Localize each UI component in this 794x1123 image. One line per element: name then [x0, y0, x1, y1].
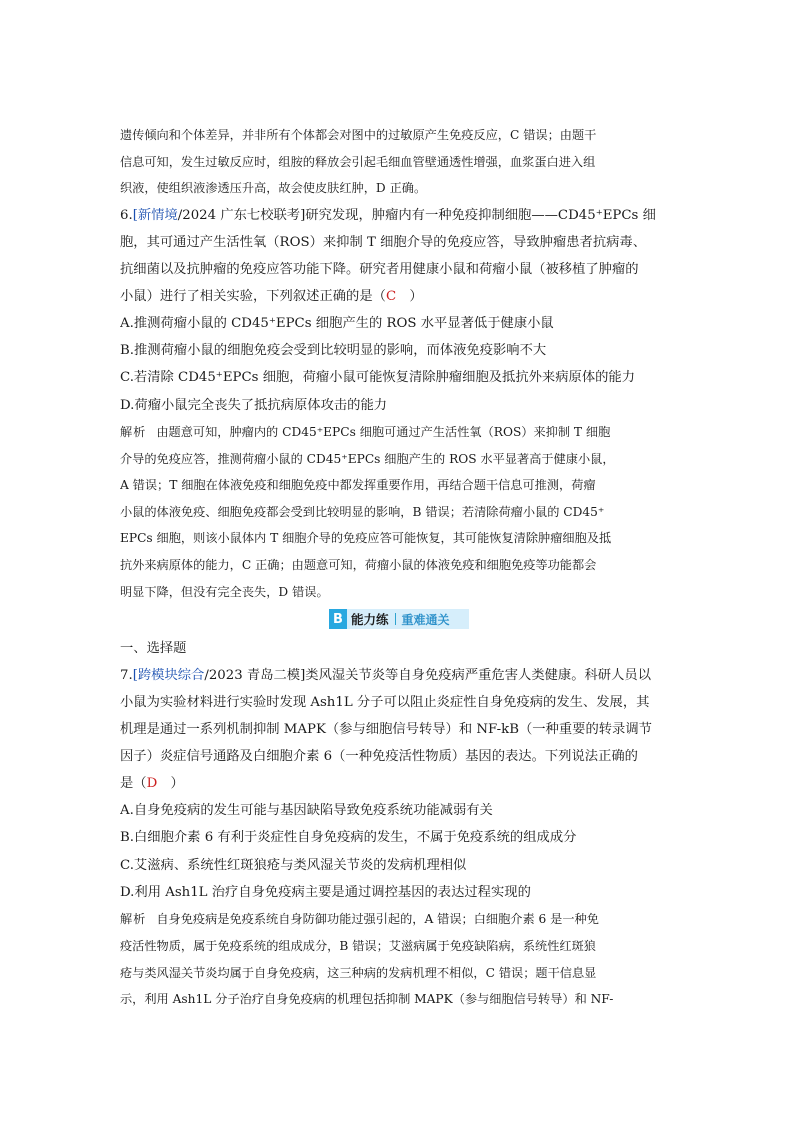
question-stem-line: 6.[新情境/2024 广东七校联考]研究发现，肿瘤内有一种免疫抑制细胞——CD45⁺EPCs 细 [120, 207, 656, 223]
option-b: B.推测荷瘤小鼠的细胞免疫会受到比较明显的影响，而体液免疫影响不大 [120, 343, 547, 359]
question-stem-line: 机理是通过一系列机制抑制 MAPK（参与细胞信号转导）和 NF-kB（一种重要的转录调节 [120, 722, 652, 738]
question-stem-line: 7.[跨模块综合/2023 青岛二模]类风湿关节炎等自身免疫病严重危害人类健康。科研人员以 [120, 668, 651, 684]
analysis-line: 明显下降，但没有完全丧失，D 错误。 [120, 584, 329, 599]
page-content [120, 122, 680, 1013]
solution-line: 遗传倾向和个体差异，并非所有个体都会对图中的过敏原产生免疫反应，C 错误；由题干 [120, 128, 597, 142]
option-c: C.艾滋病、系统性红斑狼疮与类风湿关节炎的发病机理相似 [120, 857, 467, 873]
analysis-label: 解析 [120, 424, 147, 439]
solution-line: 信息可知，发生过敏反应时，组胺的释放会引起毛细血管壁通透性增强，血浆蛋白进入组 [120, 154, 596, 169]
question-7 [120, 662, 680, 1013]
option-a: A.推测荷瘤小鼠的 CD45⁺EPCs 细胞产生的 ROS 水平显著低于健康小鼠 [120, 315, 554, 331]
analysis-label: 解析 [120, 912, 147, 927]
section-banner-row [120, 605, 680, 635]
question-stem-line: 胞，其可通过产生活性氧（ROS）来抑制 T 细胞介导的免疫应答，导致肿瘤患者抗病毒、 [120, 234, 647, 250]
analysis-line: 疫活性物质，属于免疫系统的组成成分，B 错误；艾滋病属于免疫缺陷病，系统性红斑狼 [120, 938, 596, 953]
option-d: D.利用 Ash1L 治疗自身免疫病主要是通过调控基因的表达过程实现的 [120, 885, 531, 901]
answer-letter: C [385, 288, 397, 304]
question-stem-line: 是（D ） [120, 776, 184, 792]
banner-divider [395, 613, 396, 625]
analysis-line: 抗外来病原体的能力，C 正确；由题意可知，荷瘤小鼠的体液免疫和细胞免疫等功能都会 [120, 557, 597, 572]
question-stem-line: 抗细菌以及抗肿瘤的免疫应答功能下降。研究者用健康小鼠和荷瘤小鼠（被移植了肿瘤的 [120, 261, 639, 277]
banner-level-tag: B [329, 609, 347, 629]
analysis-line: 小鼠的体液免疫、细胞免疫都会受到比较明显的影响，B 错误；若清除荷瘤小鼠的 CD45⁺ [120, 504, 605, 519]
section-banner [329, 609, 469, 629]
question-source: /2024 广东七校联考] [177, 207, 306, 223]
option-d: D.荷瘤小鼠完全丧失了抵抗病原体攻击的能力 [120, 397, 388, 413]
analysis-line: A 错误；T 细胞在体液免疫和细胞免疫中都发挥重要作用，再结合题干信息可推测，荷瘤 [120, 478, 596, 493]
question-number: 6. [120, 207, 133, 223]
analysis-line: 解析 由题意可知，肿瘤内的 CD45⁺EPCs 细胞可通过产生活性氧（ROS）来抑制 T 细胞 [120, 424, 611, 439]
option-a: A.自身免疫病的发生可能与基因缺陷导致免疫系统功能减弱有关 [120, 803, 493, 819]
question-tag: [跨模块综合 [132, 668, 205, 684]
section-title: 一、选择题 [120, 641, 187, 657]
question-source: /2023 青岛二模] [204, 668, 306, 684]
question-stem-line: 因子）炎症信号通路及白细胞介素 6（一种免疫活性物质）基因的表达。下列说法正确的 [120, 749, 638, 765]
option-c: C.若清除 CD45⁺EPCs 细胞，荷瘤小鼠可能恢复清除肿瘤细胞及抵抗外来病原体的能力 [120, 370, 636, 386]
question-6 [120, 202, 680, 605]
banner-subtitle: 重难通关 [401, 612, 450, 627]
answer-letter: D [146, 776, 158, 792]
analysis-line: 介导的免疫应答，推测荷瘤小鼠的 CD45⁺EPCs 细胞产生的 ROS 水平显著高于健康小鼠， [120, 451, 615, 466]
question-number: 7. [120, 668, 133, 684]
analysis-line: 解析 自身免疫病是免疫系统自身防御功能过强引起的，A 错误；白细胞介素 6 是一种免 [120, 912, 599, 927]
analysis-line: 疮与类风湿关节炎均属于自身免疫病，这三种病的发病机理不相似，C 错误；题干信息显 [120, 965, 597, 980]
banner-title: 能力练 [351, 612, 389, 628]
option-b: B.白细胞介素 6 有利于炎症性自身免疫病的发生，不属于免疫系统的组成成分 [120, 830, 577, 846]
solution-5-continued [120, 122, 680, 202]
analysis-line: 示，利用 Ash1L 分子治疗自身免疫病的机理包括抑制 MAPK（参与细胞信号转导）和 NF- [120, 992, 614, 1007]
analysis-line: EPCs 细胞，则该小鼠体内 T 细胞介导的免疫应答可能恢复，其可能恢复清除肿瘤细胞及抵 [120, 531, 612, 546]
solution-line: 织液，使组织液渗透压升高，故会使皮肤红肿，D 正确。 [120, 181, 427, 196]
question-stem-line: 小鼠）进行了相关实验，下列叙述正确的是（C ） [120, 288, 423, 304]
question-tag: [新情境 [132, 207, 178, 223]
question-stem-line: 小鼠为实验材料进行实验时发现 Ash1L 分子可以阻止炎症性自身免疫病的发生、发展，其 [120, 695, 650, 711]
